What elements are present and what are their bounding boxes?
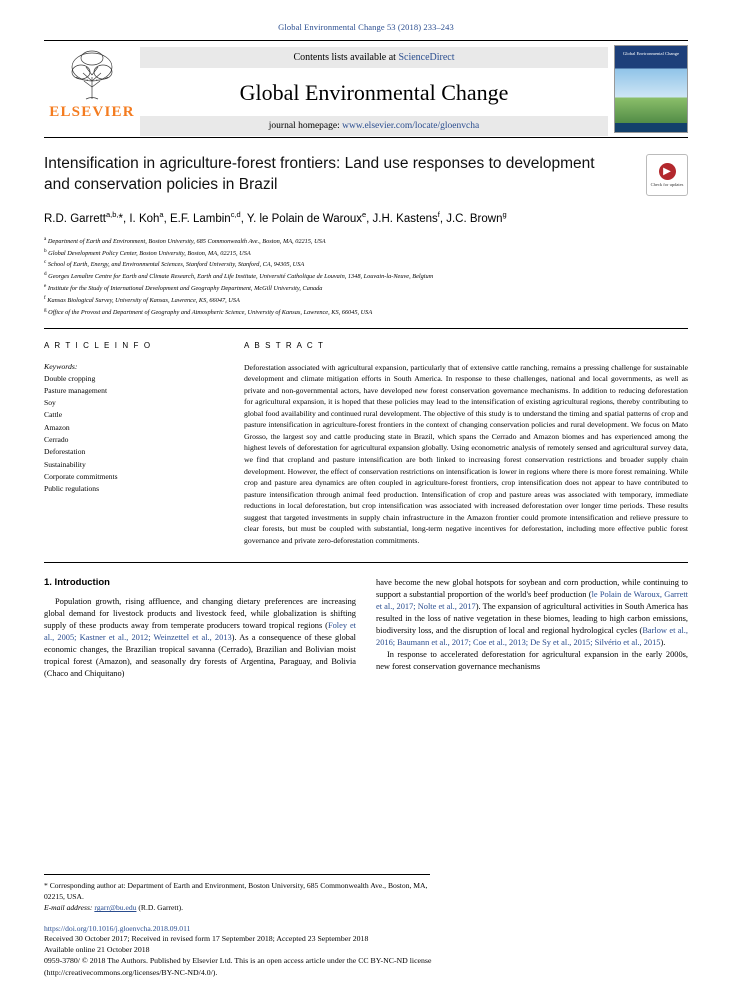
affiliations-list (44, 235, 688, 318)
homepage-prefix: journal homepage: (268, 121, 340, 131)
article-history: Received 30 October 2017; Received in revised form 17 September 2018; Accepted 23 September 2018 (44, 933, 369, 943)
body-paragraph: In response to accelerated deforestation for agricultural expansion in the early 2000s, new forest conservation governance mechanisms (376, 649, 688, 671)
keywords-heading: Keywords: (44, 361, 78, 371)
affiliation-item: $^a$ Department of Earth and Environment, Boston University, 685 Commonwealth Ave., Boston, MA, 02215, USA (44, 235, 326, 245)
author-list: R.D. Garrett$^{a,b,}$*, I. Koh$^a$, E.F. Lambin$^{c,d}$, Y. le Polain de Waroux$^e$, J.H. Kastens$^f$, J.C. Brown$^g$ (44, 209, 507, 225)
info-abstract-section (44, 329, 688, 564)
body-paragraph: Population growth, rising affluence, and changing dietary preferences are increasing global demand for livestock products and livestock feed, while globalization is shifting supply of these products away from temperate producers toward tropical regions (Foley et al., 2005; Kastner et al., 2012; Weinzettel et al., 2013). As a consequence of these global economic changes, the Brazilian tropical savanna (Cerrado), Brazilian and Bolivian moist tropical forest (Amazon), and seasonally dry forests of Argentina, Paraguay, and Bolivia (Chaco and Chiquitano) (44, 597, 356, 678)
keyword-item: Double cropping (44, 373, 96, 383)
body-column-right (376, 577, 688, 679)
email-owner: (R.D. Garrett). (138, 903, 184, 913)
available-online: Available online 21 October 2018 (44, 945, 150, 955)
keyword-item: Sustainability (44, 459, 86, 469)
abstract-column (244, 341, 688, 547)
crossmark-badge[interactable] (646, 154, 688, 196)
keywords-list (44, 373, 222, 496)
doi-line[interactable] (44, 924, 688, 933)
copyright-line-1: 0959-3780/ © 2018 The Authors. Published by Elsevier Ltd. This is an open access article under the CC BY-NC-ND license (44, 956, 432, 966)
keyword-item: Amazon (44, 422, 70, 432)
affiliation-item: $^b$ Global Development Policy Center, Boston University, Boston, MA, 02215, USA (44, 247, 251, 257)
title-block (44, 138, 688, 329)
cover-title: Global Environmental Change (622, 51, 680, 56)
cover-bottom-band (615, 123, 687, 132)
copyright-line-2[interactable] (44, 967, 688, 978)
keyword-item: Corporate commitments (44, 471, 118, 481)
page-title: Intensification in agriculture-forest frontiers: Land use responses to development and conservation policies in Brazil (44, 155, 595, 193)
citation-link[interactable]: Foley et al., 2005; Kastner et al., 2012; Weinzettel et al., 2013 (44, 621, 356, 643)
corresponding-email-link[interactable]: rgarr@bu.edu (94, 903, 137, 913)
contents-available-line (140, 47, 608, 68)
journal-homepage-line (140, 116, 608, 136)
keyword-item: Public regulations (44, 484, 100, 494)
journal-cover-thumbnail (614, 45, 688, 133)
body-columns (44, 563, 688, 679)
article-info-heading: A R T I C L E I N F O (44, 340, 152, 350)
email-line (44, 902, 430, 913)
elsevier-logo (44, 41, 140, 137)
page-footer (44, 874, 688, 978)
license-link[interactable]: (http://creativecommons.org/licenses/BY-NC-ND/4.0/). (44, 967, 218, 977)
running-head: Global Environmental Change 53 (2018) 233–243 (278, 22, 454, 32)
affiliation-item: $^g$ Office of the Provost and Department of Geography and Atmospheric Science, University of Kansas, Lawrence, KS, 66045, USA (44, 306, 373, 316)
body-column-left (44, 577, 356, 679)
crossmark-label: Check for updates (650, 182, 684, 187)
corresponding-author-text: * Corresponding author at: Department of Earth and Environment, Boston University, 685 Commonwealth Ave., Boston, MA, 02215, USA. (44, 880, 428, 902)
article-info-column (44, 341, 222, 547)
body-paragraph: have become the new global hotspots for soybean and corn production, while continuing to support a substantial proportion of the world's beef production (le Polain de Waroux, Garrett et al., 2017; Nolte et al., 2017). The expansion of agricultural activities in South America has resulted in the loss of native vegetation in these biomes, leading to high carbon emissions, biodiversity loss, and the disruption of local and regional hydrological cycles (Barlow et al., 2016; Baumann et al., 2017; Coe et al., 2013; De Sy et al., 2015; Silvério et al., 2015). (376, 578, 688, 647)
journal-title: Global Environmental Change (239, 80, 509, 105)
keyword-item: Deforestation (44, 447, 86, 457)
abstract-text: Deforestation associated with agricultural expansion, particularly that of extensive cattle ranching, remains a pressing challenge for sustainable development and climate mitigation efforts in South America. In response to these challenges, national and local governments, as well as private and non-governmental actors, have developed new forest conservation governance mechanisms. In addition to reducing deforestation for agricultural expansion, it is hoped that these policies may lead to the intensification of existing agricultural regions, thereby contributing to global food availability and continued rural development. The objective of this study is to understand the timing and spatial patterns of crop and pasture intensification in agriculture-forest frontiers in the context of changing conservation policies and rural development. We focus on Mato Grosso, the largest soy and cattle producing state in Brazil, which spans the Cerrado and Amazon biomes and has experienced among the highest levels of deforestation for agricultural expansion globally. Using econometric analysis of remotely sensed and agricultural survey data, we find that cropland and pasture intensification are both linked to increasing forest conservation restrictions and broader supply chain development. However, the effect of conservation restrictions on intensification is lower in regions where there is more forest remaining. While crop and pasture area dynamics are often coupled in agriculture-forest frontiers, crop intensification does not appear to have contributed to pasture intensification through animal feed production. Intensification of crop and pasture areas was associated with temporary, immediate reductions in local deforestation, but crop intensification was associated with increased deforestation over longer time periods. These results suggest that targeted investments in supply chain infrastructure in the Amazon frontier could promote intensification and relieve pressure to clear forests, but must be coupled with substantial, long-term negative incentives for deforestation, including more effective public forest governance and private zero-deforestation commitments. (244, 362, 688, 545)
corresponding-author-note (44, 874, 430, 914)
crossmark-icon: ▶ (659, 163, 676, 180)
journal-homepage-link[interactable]: www.elsevier.com/locate/gloenvcha (342, 121, 480, 131)
keyword-item: Soy (44, 398, 56, 408)
keyword-item: Cerrado (44, 435, 69, 445)
email-label: E-mail address: (44, 903, 93, 913)
citation-link[interactable]: le Polain de Waroux, Garrett et al., 2017; Nolte et al., 2017 (376, 590, 688, 612)
affiliation-item: $^d$ Georges Lemaître Centre for Earth and Climate Research, Earth and Life Institute, Université Catholique de Louvain, 1348, Louvain-la-Neuve, Belgium (44, 271, 434, 281)
keyword-item: Cattle (44, 410, 63, 420)
masthead-center (140, 41, 608, 137)
elsevier-tree-icon (56, 47, 128, 103)
contents-prefix: Contents lists available at (293, 52, 396, 63)
citation-link[interactable]: Barlow et al., 2016; Baumann et al., 2017; Coe et al., 2013; De Sy et al., 2015; Silvério et al., 2015 (376, 626, 688, 647)
doi-link[interactable]: https://doi.org/10.1016/j.gloenvcha.2018.09.011 (44, 923, 191, 933)
sciencedirect-link[interactable]: ScienceDirect (398, 52, 455, 63)
affiliation-item: $^c$ School of Earth, Energy, and Environmental Sciences, Stanford University, Stanford, CA, 94305, USA (44, 259, 305, 269)
abstract-heading: A B S T R A C T (244, 340, 325, 350)
journal-masthead (44, 40, 688, 138)
keyword-item: Pasture management (44, 385, 108, 395)
affiliation-item: $^e$ Institute for the Study of International Development and Geography Department, McGill University, Canada (44, 283, 323, 293)
elsevier-wordmark: ELSEVIER (49, 104, 135, 120)
affiliation-item: $^f$ Kansas Biological Survey, University of Kansas, Lawrence, KS, 66047, USA (44, 294, 240, 304)
section-heading-introduction: 1. Introduction (44, 577, 110, 589)
